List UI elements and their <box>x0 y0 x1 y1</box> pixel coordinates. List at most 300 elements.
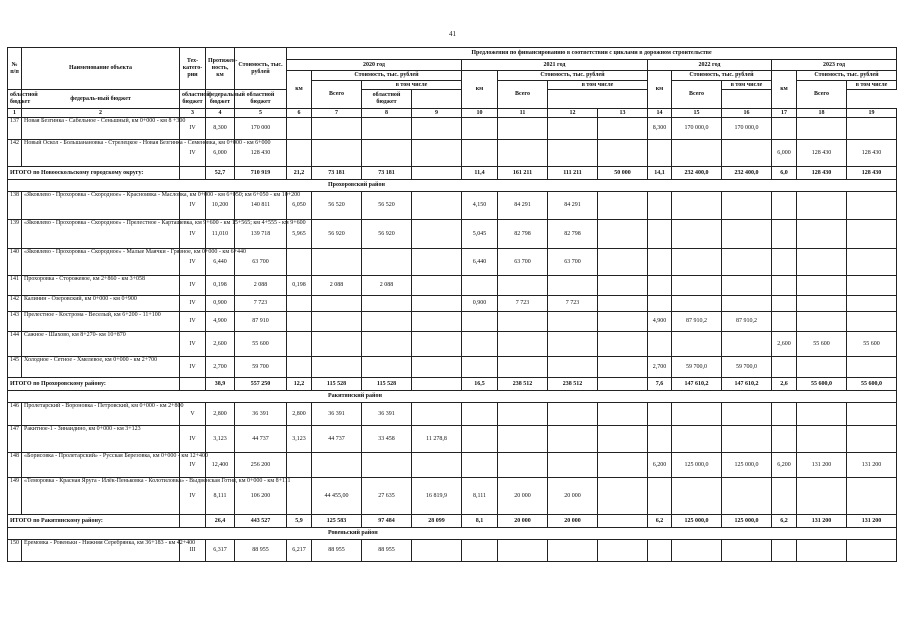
category-cell: V <box>180 403 206 426</box>
object-name: Сажное - Шахово, км 8+270- км 10+870 <box>22 332 180 357</box>
table-cell: 5,965 <box>287 220 312 249</box>
header-federal: федеральный бюджет <box>206 90 235 109</box>
table-row <box>8 220 897 249</box>
table-cell <box>312 118 362 140</box>
table-cell <box>847 426 897 453</box>
header-federal: федераль-ный бюджет <box>22 90 180 109</box>
table-cell: 59 700,0 <box>672 357 722 378</box>
region-name: Прохоровский район <box>8 180 897 192</box>
total-cell: 128 430 <box>797 167 847 180</box>
table-cell: 5,045 <box>462 220 498 249</box>
table-cell: 20 000 <box>548 478 598 515</box>
category-cell: IV <box>180 276 206 296</box>
table-cell <box>797 220 847 249</box>
total-cell: 128 430 <box>847 167 897 180</box>
table-cell: 6,050 <box>287 192 312 220</box>
total-row <box>8 515 897 528</box>
table-cell: 139 718 <box>235 220 287 249</box>
category-cell: IV <box>180 249 206 276</box>
table-cell <box>362 357 412 378</box>
table-cell: 2 088 <box>312 276 362 296</box>
total-cell: 125 583 <box>312 515 362 528</box>
table-cell: 33 458 <box>362 426 412 453</box>
table-cell <box>312 332 362 357</box>
category-cell: IV <box>180 220 206 249</box>
table-cell: 125 000,0 <box>722 453 772 478</box>
table-cell: 55 600 <box>797 332 847 357</box>
column-number: 19 <box>847 109 897 118</box>
header-cost-sub: Стоимость, тыс. рублей <box>498 71 648 81</box>
table-cell <box>847 312 897 332</box>
table-cell <box>797 312 847 332</box>
column-number: 5 <box>235 109 287 118</box>
table-cell <box>362 140 412 167</box>
table-cell <box>598 478 648 515</box>
table-cell: 0,198 <box>206 276 235 296</box>
table-cell: 56 920 <box>312 220 362 249</box>
total-label: ИТОГО по Прохоровскому району: <box>8 378 180 391</box>
table-cell: 6,440 <box>462 249 498 276</box>
total-cell: 232 400,0 <box>672 167 722 180</box>
table-cell <box>312 140 362 167</box>
region-name: Ракитянский район <box>8 391 897 403</box>
table-cell: 87 910,2 <box>722 312 772 332</box>
table-cell <box>648 276 672 296</box>
table-row <box>8 249 897 276</box>
table-cell: 44 737 <box>235 426 287 453</box>
table-cell <box>287 453 312 478</box>
column-number: 14 <box>648 109 672 118</box>
category-cell: III <box>180 540 206 562</box>
total-cell: 710 919 <box>235 167 287 180</box>
total-cell: 38,9 <box>206 378 235 391</box>
total-cell <box>412 378 462 391</box>
table-cell: 82 798 <box>548 220 598 249</box>
category-cell: IV <box>180 312 206 332</box>
table-cell <box>498 118 548 140</box>
table-cell <box>772 118 797 140</box>
object-name: «Борисовка - Пролетарский» - Русская Березовка, км 0+000 - км 12+400 <box>22 453 180 478</box>
total-cell: 147 610,2 <box>672 378 722 391</box>
total-cell: 26,4 <box>206 515 235 528</box>
table-cell <box>772 357 797 378</box>
column-number: 11 <box>498 109 548 118</box>
table-cell <box>498 332 548 357</box>
table-cell <box>598 296 648 312</box>
total-cell <box>598 515 648 528</box>
table-cell: 140 811 <box>235 192 287 220</box>
table-cell <box>847 192 897 220</box>
header-cost-sub: Стоимость, тыс. рублей <box>797 71 897 81</box>
header-cost-sub: Стоимость, тыс. рублей <box>672 71 772 81</box>
table-cell <box>722 296 772 312</box>
table-cell <box>672 220 722 249</box>
object-name: «Яковлево - Прохоровка - Скородное» - Красноивка - Масловка, км 0+000 - км 6+050; км 6+050 - км 10+200 <box>22 192 180 220</box>
table-cell: 256 200 <box>235 453 287 478</box>
total-row <box>8 378 897 391</box>
header-total: Всего <box>498 81 548 109</box>
column-number: 6 <box>287 109 312 118</box>
column-number: 2 <box>22 109 180 118</box>
header-year-2022: 2022 год <box>648 60 772 71</box>
table-cell: 106 200 <box>235 478 287 515</box>
table-cell <box>548 357 598 378</box>
table-cell <box>312 296 362 312</box>
table-cell <box>797 276 847 296</box>
column-number: 3 <box>180 109 206 118</box>
table-cell: 88 955 <box>312 540 362 562</box>
total-cell: 55 600,0 <box>797 378 847 391</box>
header-regional: областной бюджет <box>362 90 412 109</box>
table-cell: 11 278,8 <box>412 426 462 453</box>
table-cell <box>797 540 847 562</box>
table-cell <box>847 118 897 140</box>
header-num: № п/п <box>8 48 22 90</box>
header-including: в том числе <box>548 81 648 90</box>
total-cell <box>180 378 206 391</box>
table-cell <box>462 118 498 140</box>
table-cell: 7 723 <box>498 296 548 312</box>
total-cell: 6,2 <box>648 515 672 528</box>
table-cell <box>648 192 672 220</box>
total-cell: 20 000 <box>498 515 548 528</box>
header-regional: областной бюджет <box>235 90 287 109</box>
table-cell: 7 723 <box>548 296 598 312</box>
table-cell <box>287 249 312 276</box>
column-number: 9 <box>412 109 462 118</box>
row-number: 139 <box>8 220 22 249</box>
total-cell: 6,0 <box>772 167 797 180</box>
table-cell <box>412 332 462 357</box>
table-cell: 84 291 <box>548 192 598 220</box>
total-cell: 238 512 <box>548 378 598 391</box>
total-cell: 12,2 <box>287 378 312 391</box>
table-cell: 63 700 <box>235 249 287 276</box>
table-cell: 170 000,0 <box>722 118 772 140</box>
total-cell: 443 527 <box>235 515 287 528</box>
table-cell: 63 700 <box>548 249 598 276</box>
table-cell: 59 700,0 <box>722 357 772 378</box>
row-number: 148 <box>8 453 22 478</box>
table-cell <box>598 312 648 332</box>
table-cell <box>672 332 722 357</box>
table-cell: 125 000,0 <box>672 453 722 478</box>
table-cell <box>412 296 462 312</box>
table-cell: 8,300 <box>648 118 672 140</box>
object-name: Еремовка - Ровеньки - Нижняя Серебрянка, км 36+183 - км 42+400 <box>22 540 180 562</box>
table-cell: 131 200 <box>847 453 897 478</box>
table-cell <box>772 296 797 312</box>
table-cell: 36 391 <box>235 403 287 426</box>
table-cell <box>548 426 598 453</box>
object-name: Холодное - Сетное - Хмелевое, км 0+000 - км 2+700 <box>22 357 180 378</box>
table-cell <box>722 478 772 515</box>
region-row <box>8 180 897 192</box>
table-cell: 44 737 <box>312 426 362 453</box>
table-cell <box>548 540 598 562</box>
total-cell: 28 099 <box>412 515 462 528</box>
header-length: Протяжен-ность, км <box>206 48 235 90</box>
table-cell <box>412 192 462 220</box>
header-including: в том числе <box>847 81 897 90</box>
table-row <box>8 453 897 478</box>
total-cell: 97 484 <box>362 515 412 528</box>
total-cell: 55 600,0 <box>847 378 897 391</box>
header-regional: областной бюджет <box>8 90 22 109</box>
table-cell <box>362 332 412 357</box>
column-number-row <box>8 109 897 118</box>
table-cell <box>722 540 772 562</box>
table-cell <box>548 332 598 357</box>
table-cell <box>772 220 797 249</box>
table-cell <box>362 453 412 478</box>
table-cell <box>462 276 498 296</box>
total-cell: 14,1 <box>648 167 672 180</box>
table-cell: 2,700 <box>206 357 235 378</box>
row-number: 142 <box>8 140 22 167</box>
total-cell: 131 200 <box>847 515 897 528</box>
table-cell <box>498 276 548 296</box>
column-number: 4 <box>206 109 235 118</box>
column-number: 8 <box>362 109 412 118</box>
table-cell: 11,010 <box>206 220 235 249</box>
table-row <box>8 312 897 332</box>
total-cell: 238 512 <box>498 378 548 391</box>
table-cell <box>772 426 797 453</box>
table-cell <box>648 403 672 426</box>
header-total: Всего <box>312 81 362 109</box>
table-cell <box>548 276 598 296</box>
column-number: 16 <box>722 109 772 118</box>
table-cell <box>598 140 648 167</box>
column-number: 13 <box>598 109 648 118</box>
table-cell: 3,123 <box>206 426 235 453</box>
column-number: 17 <box>772 109 797 118</box>
table-cell <box>312 312 362 332</box>
row-number: 146 <box>8 403 22 426</box>
table-cell <box>312 249 362 276</box>
table-cell: 4,900 <box>206 312 235 332</box>
header-km: км <box>287 71 312 109</box>
total-cell: 8,1 <box>462 515 498 528</box>
table-cell: 2,800 <box>206 403 235 426</box>
total-row <box>8 167 897 180</box>
header-year-2021: 2021 год <box>462 60 648 71</box>
header-year-2023: 2023 год <box>772 60 897 71</box>
table-cell <box>462 332 498 357</box>
table-cell <box>648 332 672 357</box>
category-cell: IV <box>180 118 206 140</box>
table-cell <box>498 453 548 478</box>
total-label: ИТОГО по Ракитянскому району: <box>8 515 180 528</box>
table-cell <box>362 312 412 332</box>
object-name: Прохоровка - Сторожевое, км 2+860 - км 3+058 <box>22 276 180 296</box>
table-cell <box>287 140 312 167</box>
table-cell: 10,200 <box>206 192 235 220</box>
table-cell <box>722 332 772 357</box>
total-cell <box>412 167 462 180</box>
total-cell: 5,9 <box>287 515 312 528</box>
total-cell: 2,6 <box>772 378 797 391</box>
table-cell: 55 600 <box>847 332 897 357</box>
column-number: 7 <box>312 109 362 118</box>
header-proposals: Предложения по финансированию в соответствии с циклами в дорожном строительстве <box>287 48 897 60</box>
region-row <box>8 528 897 540</box>
table-cell <box>462 357 498 378</box>
table-cell <box>648 249 672 276</box>
table-cell: 2 088 <box>362 276 412 296</box>
table-cell <box>498 357 548 378</box>
row-number: 144 <box>8 332 22 357</box>
category-cell: IV <box>180 478 206 515</box>
table-cell <box>548 140 598 167</box>
table-cell <box>672 140 722 167</box>
table-cell <box>598 453 648 478</box>
table-cell <box>287 332 312 357</box>
table-cell <box>498 140 548 167</box>
table-cell: 56 520 <box>312 192 362 220</box>
table-cell <box>672 426 722 453</box>
table-cell <box>462 426 498 453</box>
region-row <box>8 391 897 403</box>
table-cell <box>722 276 772 296</box>
table-row <box>8 357 897 378</box>
header-regional: областной бюджет <box>180 90 206 109</box>
page-number: 41 <box>449 30 456 38</box>
total-cell: 50 000 <box>598 167 648 180</box>
table-cell <box>598 118 648 140</box>
column-number: 10 <box>462 109 498 118</box>
table-cell: 6,000 <box>772 140 797 167</box>
table-cell: 88 955 <box>362 540 412 562</box>
table-cell: 27 635 <box>362 478 412 515</box>
total-cell: 11,4 <box>462 167 498 180</box>
table-cell: 36 391 <box>312 403 362 426</box>
header-km: км <box>462 71 498 109</box>
table-cell <box>797 357 847 378</box>
table-cell <box>598 403 648 426</box>
table-cell <box>672 403 722 426</box>
table-cell <box>722 192 772 220</box>
table-cell <box>772 403 797 426</box>
table-cell <box>722 249 772 276</box>
object-name: Калинин - Озеровский, км 0+000 - км 0+900 <box>22 296 180 312</box>
total-cell: 21,2 <box>287 167 312 180</box>
table-cell <box>648 220 672 249</box>
total-cell: 131 200 <box>797 515 847 528</box>
header-cost-sub: Стоимость, тыс. рублей <box>312 71 462 81</box>
table-cell: 63 700 <box>498 249 548 276</box>
table-cell <box>548 118 598 140</box>
table-row <box>8 192 897 220</box>
table-cell: 128 430 <box>797 140 847 167</box>
table-cell: 87 910,2 <box>672 312 722 332</box>
total-cell: 52,7 <box>206 167 235 180</box>
table-row <box>8 478 897 515</box>
table-cell <box>598 357 648 378</box>
table-cell: 170 000 <box>235 118 287 140</box>
category-cell: IV <box>180 453 206 478</box>
table-cell: 8,111 <box>462 478 498 515</box>
table-cell: 128 430 <box>235 140 287 167</box>
category-cell: IV <box>180 192 206 220</box>
total-cell: 20 000 <box>548 515 598 528</box>
column-number: 18 <box>797 109 847 118</box>
table-cell: 6,200 <box>648 453 672 478</box>
table-cell <box>772 192 797 220</box>
table-cell <box>847 220 897 249</box>
table-cell <box>312 357 362 378</box>
table-cell: 0,900 <box>462 296 498 312</box>
table-cell: 6,000 <box>206 140 235 167</box>
table-cell <box>412 540 462 562</box>
table-cell <box>648 296 672 312</box>
total-cell: 111 211 <box>548 167 598 180</box>
header-year-2020: 2020 год <box>287 60 462 71</box>
table-cell <box>672 276 722 296</box>
row-number: 138 <box>8 192 22 220</box>
table-cell: 6,440 <box>206 249 235 276</box>
header-total: Всего <box>797 81 847 109</box>
object-name: Новая Безгинка - Сабельное - Сеньшный, км 0+000 - км 8 +300 <box>22 118 180 140</box>
table-cell <box>722 140 772 167</box>
table-cell: 4,150 <box>462 192 498 220</box>
table-cell <box>362 118 412 140</box>
table-cell <box>797 118 847 140</box>
road-financing-table <box>7 47 897 562</box>
table-row <box>8 296 897 312</box>
object-name: Прелестное - Кострома - Веселый, км 6+200 - 11+100 <box>22 312 180 332</box>
table-row <box>8 403 897 426</box>
total-cell <box>180 515 206 528</box>
category-cell: IV <box>180 332 206 357</box>
table-cell <box>287 357 312 378</box>
table-cell <box>412 220 462 249</box>
table-cell <box>412 453 462 478</box>
table-cell: 44 455,00 <box>312 478 362 515</box>
category-cell: IV <box>180 357 206 378</box>
table-cell <box>412 276 462 296</box>
table-cell: 170 000,0 <box>672 118 722 140</box>
table-cell: 55 600 <box>235 332 287 357</box>
table-cell: 6,217 <box>287 540 312 562</box>
table-row <box>8 276 897 296</box>
column-number: 1 <box>8 109 22 118</box>
table-cell: 82 798 <box>498 220 548 249</box>
table-cell <box>722 426 772 453</box>
table-cell <box>412 140 462 167</box>
table-cell <box>672 540 722 562</box>
table-cell <box>672 296 722 312</box>
table-cell: 88 955 <box>235 540 287 562</box>
table-cell <box>598 192 648 220</box>
table-cell <box>797 403 847 426</box>
total-cell: 232 400,0 <box>722 167 772 180</box>
table-cell <box>648 426 672 453</box>
table-cell <box>548 403 598 426</box>
table-cell <box>797 296 847 312</box>
total-cell: 115 528 <box>312 378 362 391</box>
table-cell <box>287 118 312 140</box>
total-cell <box>180 167 206 180</box>
table-cell <box>548 312 598 332</box>
table-cell: 0,900 <box>206 296 235 312</box>
row-number: 145 <box>8 357 22 378</box>
table-cell: 12,400 <box>206 453 235 478</box>
table-cell <box>412 118 462 140</box>
table-cell <box>797 249 847 276</box>
table-cell <box>847 478 897 515</box>
